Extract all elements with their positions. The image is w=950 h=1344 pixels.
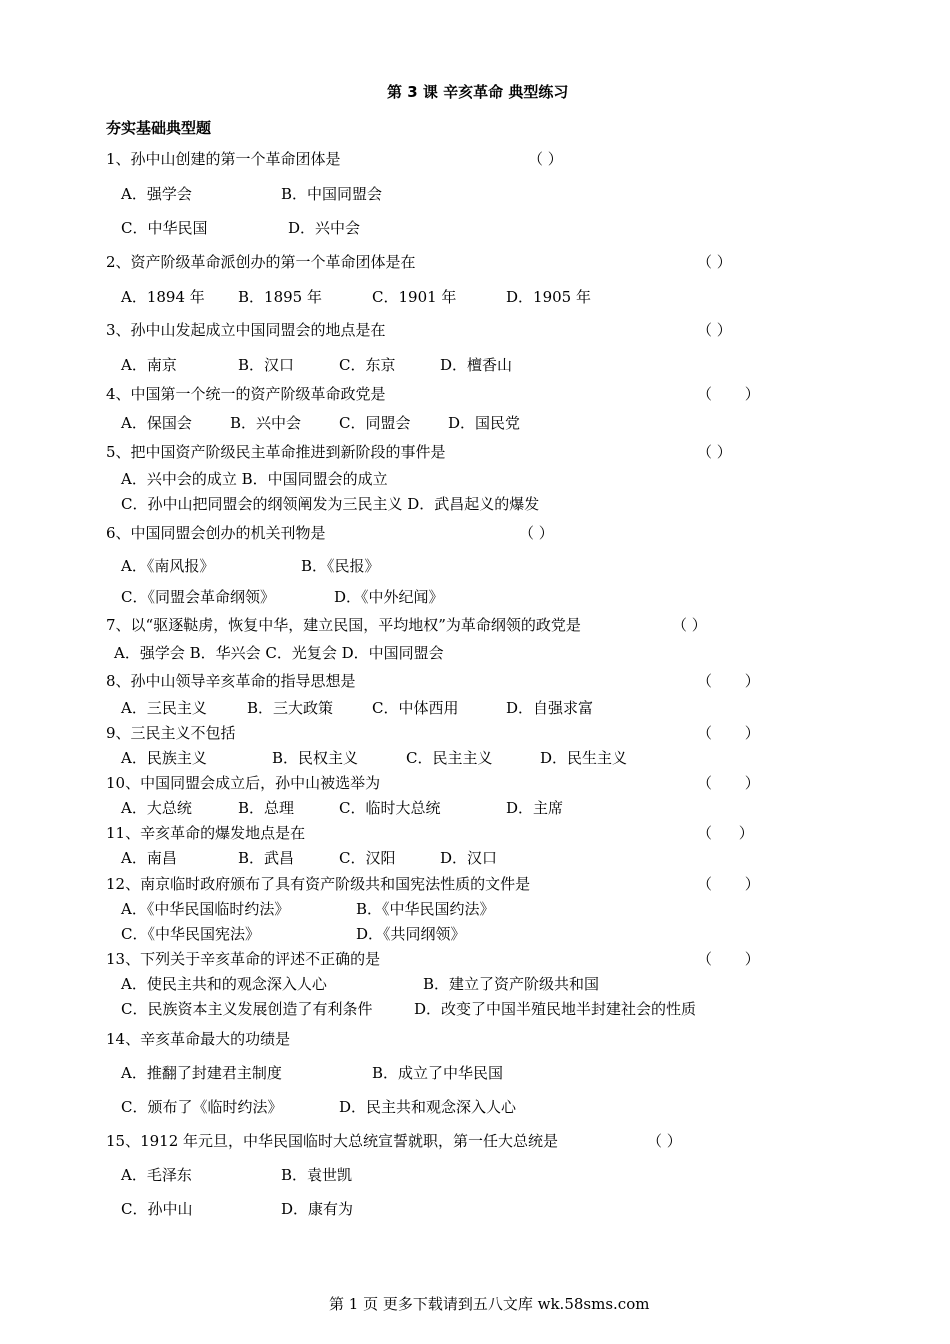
question-stem: 15、1912 年元旦，中华民国临时大总统宣誓就职，第一任大总统是	[106, 1132, 559, 1150]
option-b: B．建立了资产阶级共和国	[423, 975, 600, 993]
question-stem: 4、中国第一个统一的资产阶级革命政党是	[106, 385, 386, 403]
option-a: A．强学会	[121, 185, 192, 203]
question-stem: 12、南京临时政府颁布了具有资产阶级共和国宪法性质的文件是	[106, 875, 531, 893]
answer-paren: （ ）	[697, 253, 732, 271]
option-a: A．《南风报》	[121, 557, 215, 575]
answer-paren: （ ）	[697, 875, 760, 893]
option-d: D．国民党	[448, 414, 521, 432]
question-stem: 14、辛亥革命最大的功绩是	[106, 1030, 291, 1048]
option-b: B．成立了中华民国	[372, 1064, 504, 1082]
question-stem: 3、孙中山发起成立中国同盟会的地点是在	[106, 321, 386, 339]
option-a: A．1894 年	[121, 288, 205, 306]
answer-paren: （ ）	[697, 321, 732, 339]
option-d: D．民生主义	[540, 749, 628, 767]
option-a: A．推翻了封建君主制度	[121, 1064, 282, 1082]
option-line-1: A．兴中会的成立 B．中国同盟会的成立	[121, 470, 388, 488]
option-d: D．兴中会	[288, 219, 361, 237]
option-d: D．康有为	[281, 1200, 354, 1218]
page-footer: 第 1 页 更多下载请到五八文库 wk.58sms.com	[329, 1295, 650, 1313]
option-a: A．南昌	[121, 849, 177, 867]
option-a: A．南京	[121, 356, 177, 374]
question-stem: 7、以“驱逐鞑虏，恢复中华，建立民国，平均地权”为革命纲领的政党是	[106, 616, 581, 634]
answer-paren: （ ）	[672, 616, 707, 634]
question-stem: 2、资产阶级革命派创办的第一个革命团体是在	[106, 253, 416, 271]
answer-paren: （ ）	[697, 950, 760, 968]
option-c: C．《同盟会革命纲领》	[121, 588, 275, 606]
option-c: C．《中华民国宪法》	[121, 925, 260, 943]
answer-paren: （ ）	[528, 150, 563, 168]
option-d: D．檀香山	[440, 356, 513, 374]
option-b: B．总理	[238, 799, 295, 817]
option-b: B．武昌	[238, 849, 295, 867]
answer-paren: （ ）	[697, 385, 760, 403]
page-title: 第 3 课 辛亥革命 典型练习	[387, 83, 569, 101]
option-b: B．《民报》	[301, 557, 380, 575]
question-stem: 6、中国同盟会创办的机关刊物是	[106, 524, 326, 542]
question-stem: 13、下列关于辛亥革命的评述不正确的是	[106, 950, 381, 968]
option-b: B．《中华民国约法》	[356, 900, 495, 918]
option-c: C．东京	[339, 356, 396, 374]
option-a: A．大总统	[121, 799, 192, 817]
option-c: C．同盟会	[339, 414, 411, 432]
option-line-2: C．孙中山把同盟会的纲领阐发为三民主义 D．武昌起义的爆发	[121, 495, 540, 513]
option-a: A．《中华民国临时约法》	[121, 900, 290, 918]
option-d: D．自强求富	[506, 699, 594, 717]
question-stem: 10、中国同盟会成立后，孙中山被选举为	[106, 774, 381, 792]
option-a: A．民族主义	[121, 749, 207, 767]
option-a: A．使民主共和的观念深入人心	[121, 975, 327, 993]
option-c: C．民族资本主义发展创造了有利条件	[121, 1000, 373, 1018]
option-b: B．袁世凯	[281, 1166, 353, 1184]
option-d: D．汉口	[440, 849, 498, 867]
option-line-1: A．强学会 B．华兴会 C．光复会 D．中国同盟会	[114, 644, 444, 662]
option-a: A．保国会	[121, 414, 192, 432]
option-b: B．中国同盟会	[281, 185, 383, 203]
option-c: C．中华民国	[121, 219, 208, 237]
question-stem: 9、三民主义不包括	[106, 724, 236, 742]
option-d: D．1905 年	[506, 288, 591, 306]
answer-paren: （ ）	[519, 524, 554, 542]
option-b: B．三大政策	[247, 699, 334, 717]
option-c: C．民主主义	[406, 749, 493, 767]
option-a: A．三民主义	[121, 699, 207, 717]
option-c: C．临时大总统	[339, 799, 441, 817]
option-b: B．民权主义	[272, 749, 359, 767]
option-b: B．汉口	[238, 356, 295, 374]
section-heading: 夯实基础典型题	[106, 119, 212, 137]
option-c: C．1901 年	[372, 288, 457, 306]
option-c: C．中体西用	[372, 699, 459, 717]
question-stem: 8、孙中山领导辛亥革命的指导思想是	[106, 672, 356, 690]
option-d: D．《共同纲领》	[356, 925, 466, 943]
option-d: D．主席	[506, 799, 564, 817]
option-a: A．毛泽东	[121, 1166, 192, 1184]
answer-paren: （ ）	[697, 672, 760, 690]
option-d: D．《中外纪闻》	[334, 588, 444, 606]
option-d: D．改变了中国半殖民地半封建社会的性质	[414, 1000, 697, 1018]
answer-paren: （ ）	[697, 724, 760, 742]
question-stem: 5、把中国资产阶级民主革命推进到新阶段的事件是	[106, 443, 446, 461]
option-c: C．颁布了《临时约法》	[121, 1098, 283, 1116]
option-b: B．兴中会	[230, 414, 302, 432]
answer-paren: （ ）	[697, 824, 754, 842]
option-c: C．孙中山	[121, 1200, 193, 1218]
option-d: D．民主共和观念深入人心	[339, 1098, 517, 1116]
option-c: C．汉阳	[339, 849, 396, 867]
option-b: B．1895 年	[238, 288, 322, 306]
answer-paren: （ ）	[697, 774, 760, 792]
answer-paren: （ ）	[697, 443, 732, 461]
question-stem: 1、孙中山创建的第一个革命团体是	[106, 150, 341, 168]
question-stem: 11、辛亥革命的爆发地点是在	[106, 824, 306, 842]
answer-paren: （ ）	[647, 1132, 682, 1150]
